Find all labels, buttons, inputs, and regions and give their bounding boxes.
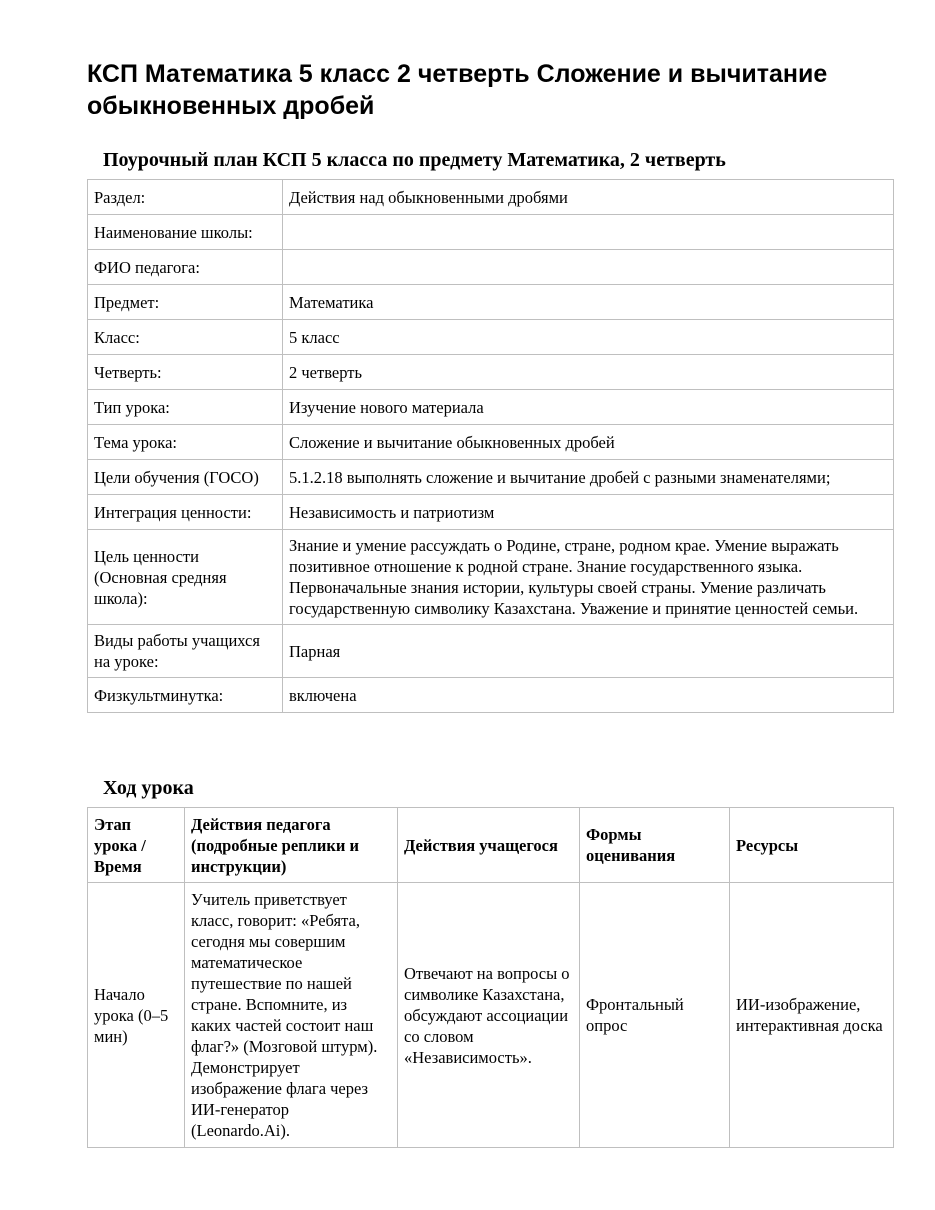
plan-row-exercise-break xyxy=(88,678,894,713)
plan-value: Знание и умение рассуждать о Родине, стране, родном крае. Умение выражать позитивное отношение к родной стране. Знание государственного языка. Первоначальные знания истории, культуры своей страны. Умение различать государственную символику Казахстана. Уважение и принятие ценностей семьи. xyxy=(283,530,894,625)
header-stage-time: Этап урока / Время xyxy=(88,808,185,883)
plan-label: Физкультминутка: xyxy=(88,678,283,713)
student-actions-cell: Отвечают на вопросы о символике Казахстана, обсуждают ассоциации со словом «Независимость». xyxy=(398,883,580,1148)
plan-label: Четверть: xyxy=(88,355,283,390)
plan-label: Тип урока: xyxy=(88,390,283,425)
plan-row-school xyxy=(88,215,894,250)
plan-label: ФИО педагога: xyxy=(88,250,283,285)
assessment-cell: Фронтальный опрос xyxy=(580,883,730,1148)
stage-time-cell: Начало урока (0–5 мин) xyxy=(88,883,185,1148)
header-student-actions: Действия учащегося xyxy=(398,808,580,883)
plan-value: включена xyxy=(283,678,894,713)
plan-label: Цель ценности (Основная средняя школа): xyxy=(88,530,283,625)
lesson-plan-table xyxy=(87,179,894,713)
plan-row-value-goal xyxy=(88,530,894,625)
plan-value: Парная xyxy=(283,625,894,678)
plan-row-quarter xyxy=(88,355,894,390)
plan-value: 2 четверть xyxy=(283,355,894,390)
plan-label: Тема урока: xyxy=(88,425,283,460)
plan-row-teacher xyxy=(88,250,894,285)
plan-row-learning-goals xyxy=(88,460,894,495)
header-teacher-actions: Действия педагога (подробные реплики и инструкции) xyxy=(185,808,398,883)
plan-row-section xyxy=(88,180,894,215)
plan-value: Математика xyxy=(283,285,894,320)
plan-value xyxy=(283,250,894,285)
plan-label: Наименование школы: xyxy=(88,215,283,250)
plan-value: Изучение нового материала xyxy=(283,390,894,425)
progress-header-row xyxy=(88,808,894,883)
plan-label: Предмет: xyxy=(88,285,283,320)
plan-label: Раздел: xyxy=(88,180,283,215)
plan-label: Интеграция ценности: xyxy=(88,495,283,530)
plan-value: Сложение и вычитание обыкновенных дробей xyxy=(283,425,894,460)
document-title: КСП Математика 5 класс 2 четверть Сложение и вычитание обыкновенных дробей xyxy=(87,60,828,120)
plan-label: Виды работы учащихся на уроке: xyxy=(88,625,283,678)
resources-cell: ИИ-изображение, интерактивная доска xyxy=(730,883,894,1148)
plan-value: 5 класс xyxy=(283,320,894,355)
plan-label: Цели обучения (ГОСО) xyxy=(88,460,283,495)
plan-label: Класс: xyxy=(88,320,283,355)
progress-row-start xyxy=(88,883,894,1148)
plan-value xyxy=(283,215,894,250)
plan-value: Независимость и патриотизм xyxy=(283,495,894,530)
header-assessment-forms: Формы оценивания xyxy=(580,808,730,883)
plan-row-topic xyxy=(88,425,894,460)
plan-row-lesson-type xyxy=(88,390,894,425)
lesson-progress-table xyxy=(87,807,894,1148)
plan-heading: Поурочный план КСП 5 класса по предмету Математика, 2 четверть xyxy=(103,149,726,171)
plan-row-subject xyxy=(88,285,894,320)
plan-value: 5.1.2.18 выполнять сложение и вычитание дробей с разными знаменателями; xyxy=(283,460,894,495)
lesson-progress-heading: Ход урока xyxy=(103,777,194,799)
plan-row-work-types xyxy=(88,625,894,678)
plan-value: Действия над обыкновенными дробями xyxy=(283,180,894,215)
plan-row-value-integration xyxy=(88,495,894,530)
teacher-actions-cell: Учитель приветствует класс, говорит: «Ребята, сегодня мы совершим математическое путешествие по нашей стране. Вспомните, из каких частей состоит наш флаг?» (Мозговой штурм). Демонстрирует изображение флага через ИИ-генератор (Leonardo.Ai). xyxy=(185,883,398,1148)
plan-row-grade xyxy=(88,320,894,355)
header-resources: Ресурсы xyxy=(730,808,894,883)
